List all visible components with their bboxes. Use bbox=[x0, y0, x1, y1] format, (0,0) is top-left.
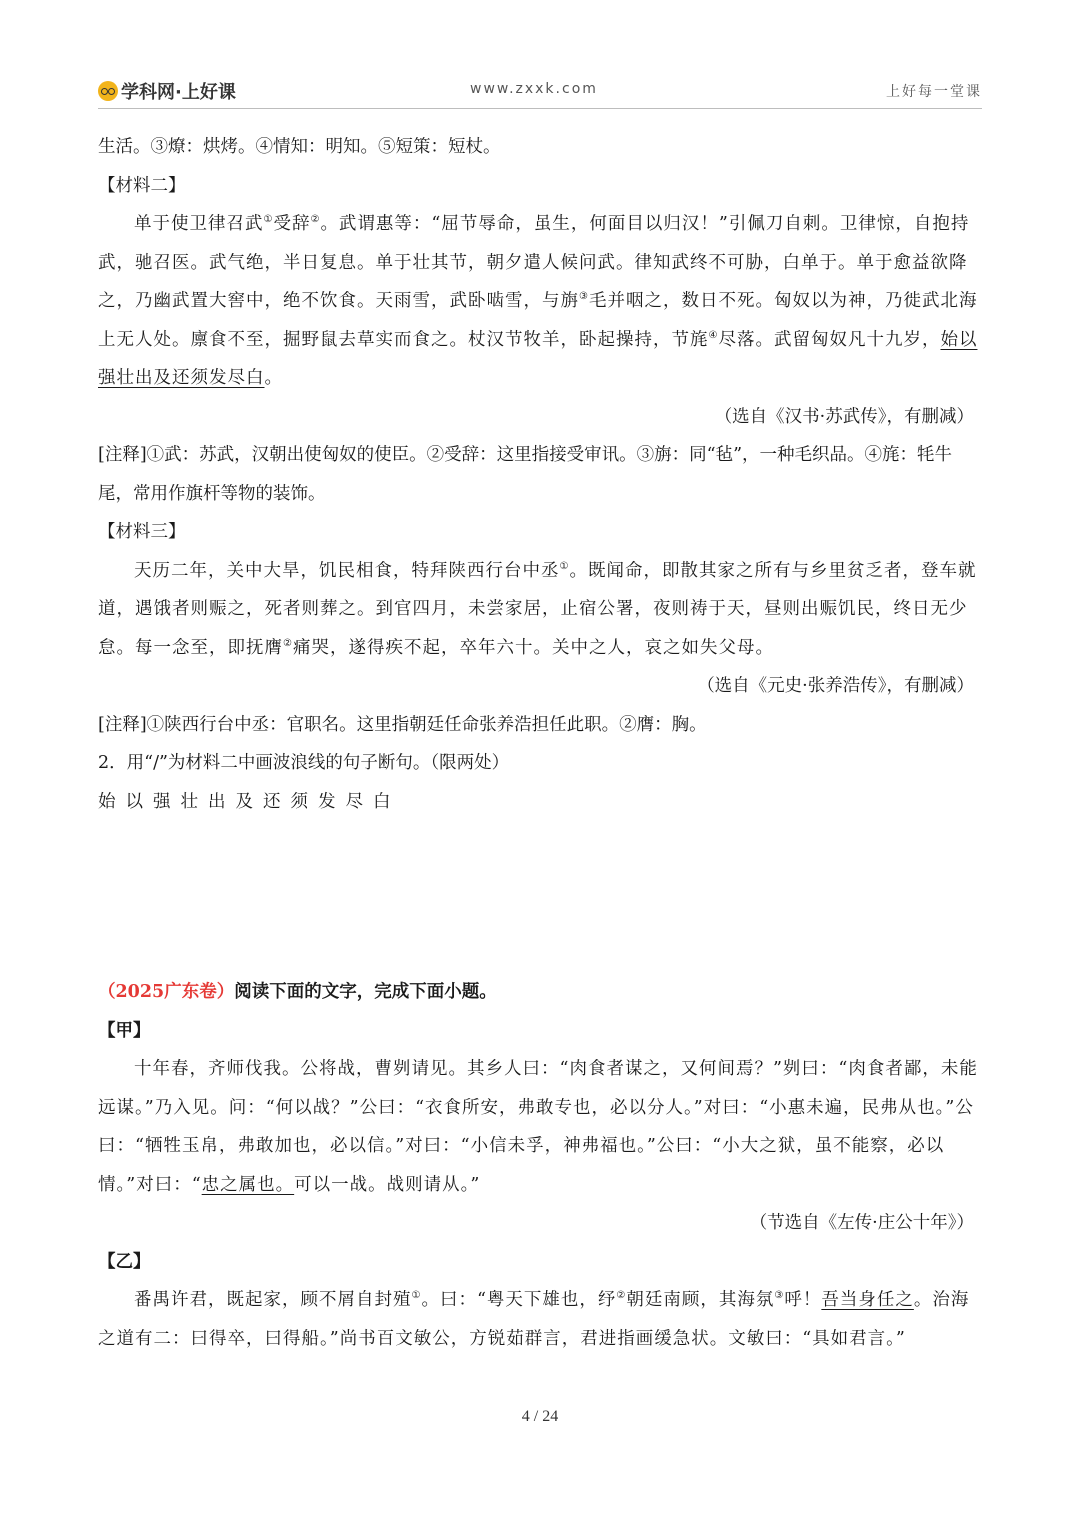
source-tag: （2025广东卷） bbox=[98, 982, 235, 1002]
yi-heading: 【乙】 bbox=[98, 1251, 151, 1272]
material2-text: 单于使卫律召武①受辞②。武谓惠等：“屈节辱命，虽生，何面目以归汉！”引佩刀自刺。卫律惊，自抱持武，驰召医。武气绝，半日复息。单于壮其节，朝夕遣人候问武。律知武终不可胁，白单于。单于愈益欲降之，乃幽武置大窖中，绝不饮食。天雨雪，武卧啮雪，与旃③毛并咽之，数日不死。匈奴以为神，乃徙武北海上无人处。廪食不至，掘野鼠去草实而食之。杖汉节牧羊，卧起操持，节旄④尽落。武留匈奴凡十九岁，始以强壮出及还须发尽白。 bbox=[98, 214, 978, 388]
jia-heading: 【甲】 bbox=[98, 1020, 151, 1041]
question2-prompt: 2．用“/”为材料二中画波浪线的句子断句。（限两处） bbox=[98, 753, 510, 773]
section-2025-intro: （2025广东卷）阅读下面的文字，完成下面小题。 bbox=[98, 982, 497, 1002]
wavy-underlined-sentence: 始以强壮出及还须发尽白 bbox=[98, 329, 978, 388]
site-logo[interactable] bbox=[98, 78, 236, 104]
underlined-phrase: 忠之属也。 bbox=[201, 1174, 295, 1195]
page-number: 4 / 24 bbox=[521, 1408, 559, 1425]
material3-text: 天历二年，关中大旱，饥民相食，特拜陕西行台中丞①。既闻命，即散其家之所有与乡里贫乏者，登车就道，遇饿者则赈之，死者则葬之。到官四月，未尝家居，止宿公署，夜则祷于天，昼则出赈饥民，终日无少怠。每一念至，即抚膺②痛哭，遂得疾不起，卒年六十。关中之人，哀之如失父母。 bbox=[98, 560, 977, 658]
material2-notes: [注释]①武：苏武，汉朝出使匈奴的使臣。②受辞：这里指接受审讯。③旃：同“毡”，一种毛织品。④旄：牦牛尾，常用作旗杆等物的装饰。 bbox=[98, 445, 953, 504]
owl-logo-icon bbox=[98, 81, 118, 101]
yi-text: 番禺许君，既起家，顾不屑自封殖①。曰：“粤天下雄也，纾②朝廷南顾，其海氛③呼！吾当身任之。治海之道有二：曰得卒，曰得船。”尚书百文敏公，方锐茹群言，君进指画缓急状。文敏曰：“具如君言。” bbox=[98, 1290, 970, 1349]
page-header bbox=[98, 78, 982, 109]
site-url[interactable]: www.zxxk.com bbox=[470, 81, 598, 97]
material2-heading: 【材料二】 bbox=[98, 175, 186, 196]
jia-source: （节选自《左传·庄公十年》） bbox=[749, 1213, 974, 1233]
question2-sentence: 始以强壮出及还须发尽白 bbox=[98, 791, 401, 812]
material3-notes: [注释]①陕西行台中丞：官职名。这里指朝廷任命张养浩担任此职。②膺：胸。 bbox=[98, 714, 707, 735]
jia-text: 十年春，齐师伐我。公将战，曹刿请见。其乡人曰：“肉食者谋之，又何间焉？”刿曰：“肉食者鄙，未能远谋。”乃入见。问：“何以战？”公曰：“衣食所安，弗敢专也，必以分人。”对曰：“小惠未遍，民弗从也。”公曰：“牺牲玉帛，弗敢加也，必以信。”对曰：“小信未孚，神弗福也。”公曰：“小大之狱，虽不能察，必以情。”对曰：“忠之属也。可以一战。战则请从。” bbox=[98, 1059, 978, 1195]
document-body bbox=[98, 128, 982, 1358]
material3-source: （选自《元史·张养浩传》，有删减） bbox=[697, 676, 974, 696]
answer-space bbox=[98, 821, 982, 973]
material3-heading: 【材料三】 bbox=[98, 522, 186, 542]
material1-notes-tail: 生活。③燎：烘烤。④情知：明知。⑤短策：短杖。 bbox=[98, 137, 501, 157]
header-slogan: 上好每一堂课 bbox=[886, 84, 982, 100]
logo-text: 学科网·上好课 bbox=[121, 82, 236, 103]
material2-source: （选自《汉书·苏武传》，有删减） bbox=[714, 406, 974, 427]
underlined-phrase: 吾当身任之 bbox=[821, 1290, 914, 1310]
